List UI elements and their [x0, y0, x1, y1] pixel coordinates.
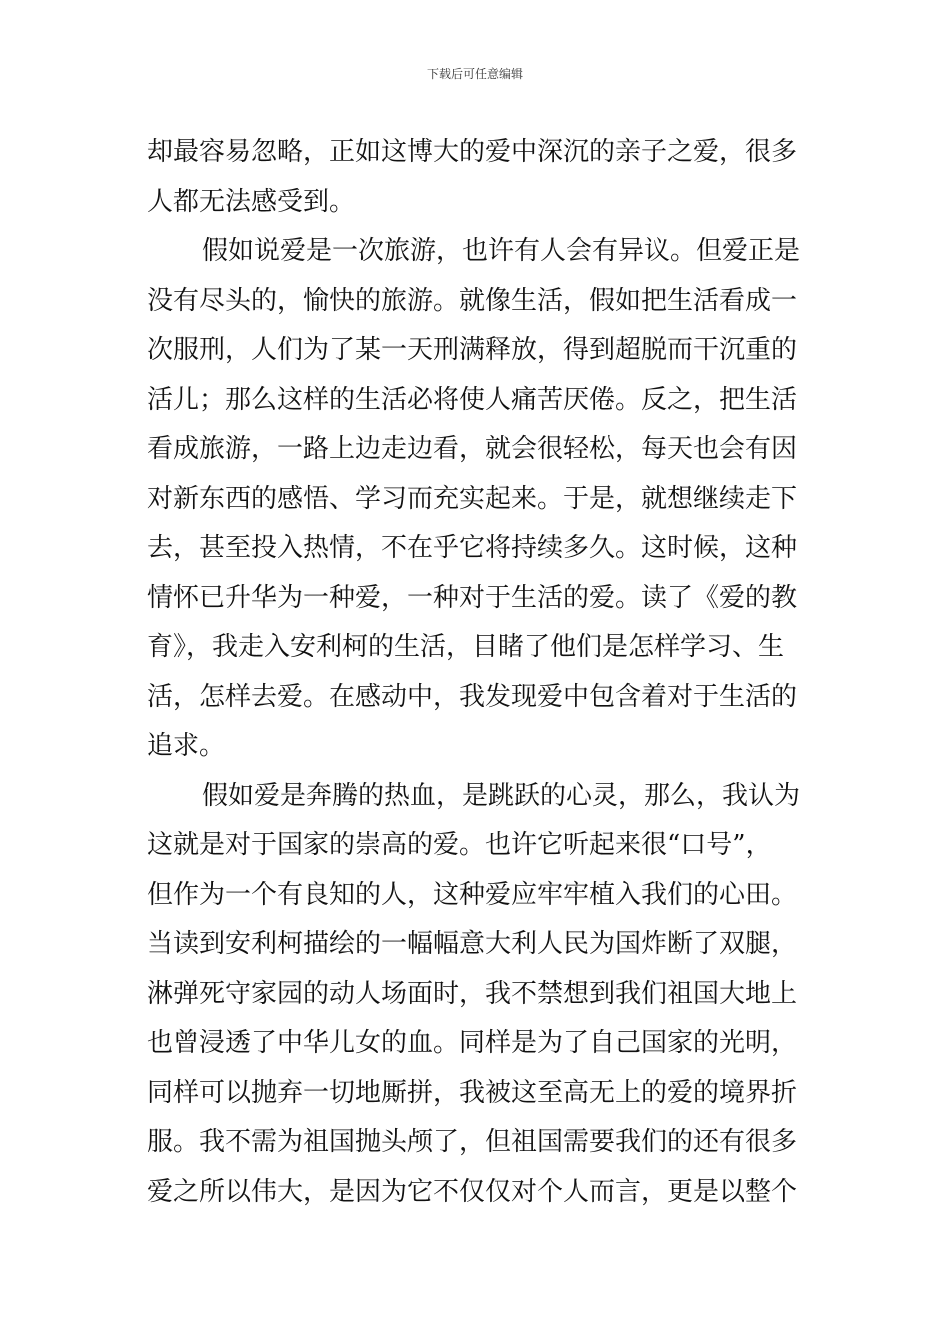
- text-line: 情怀已升华为一种爱，一种对于生活的爱。读了《爱的教: [147, 582, 798, 613]
- text-line: 追求。: [147, 731, 226, 761]
- text-line: 活儿；那么这样的生活必将使人痛苦厌倦。反之，把生活: [147, 384, 798, 415]
- text-line: 育》，我走入安利柯的生活，目睹了他们是怎样学习、生: [147, 632, 785, 662]
- body-text: [147, 128, 807, 1217]
- text-line: 但作为一个有良知的人，这种爱应牢牢植入我们的心田。: [147, 879, 798, 910]
- text-line: 也曾浸透了中华儿女的血。同样是为了自己国家的光明，: [147, 1028, 798, 1058]
- text-line: 服。我不需为祖国抛头颅了，但祖国需要我们的还有很多: [147, 1127, 798, 1157]
- text-line: 当读到安利柯描绘的一幅幅意大利人民为国炸断了双腿，: [147, 929, 798, 959]
- text-line: 对新东西的感悟、学习而充实起来。于是，就想继续走下: [147, 483, 798, 514]
- text-line: 同样可以抛弃一切地厮拼，我被这至高无上的爱的境界折: [147, 1077, 798, 1108]
- paragraph-start-line: 假如说爱是一次旅游，也许有人会有异议。但爱正是: [202, 236, 801, 266]
- text-line: 人都无法感受到。: [147, 186, 356, 217]
- text-line: 没有尽头的，愉快的旅游。就像生活，假如把生活看成一: [147, 285, 798, 316]
- text-line: 去，甚至投入热情，不在乎它将持续多久。这时候，这种: [147, 533, 798, 563]
- text-line: 这就是对于国家的崇高的爱。也许它听起来很“口号”，: [147, 830, 772, 860]
- text-line: 次服刑，人们为了某一天刑满释放，得到超脱而干沉重的: [147, 335, 798, 365]
- text-line: 爱之所以伟大，是因为它不仅仅对个人而言，更是以整个: [147, 1176, 798, 1207]
- text-line: 活，怎样去爱。在感动中，我发现爱中包含着对于生活的: [147, 681, 798, 712]
- text-line: 却最容易忽略，正如这博大的爱中深沉的亲子之爱，很多: [147, 137, 798, 167]
- paragraph-start-line: 假如爱是奔腾的热血，是跳跃的心灵，那么，我认为: [202, 780, 801, 811]
- text-line: 看成旅游，一路上边走边看，就会很轻松，每天也会有因: [147, 434, 798, 464]
- page-header: 下载后可任意编辑: [426, 67, 523, 81]
- text-line: 淋弹死守家园的动人场面时，我不禁想到我们祖国大地上: [147, 978, 798, 1009]
